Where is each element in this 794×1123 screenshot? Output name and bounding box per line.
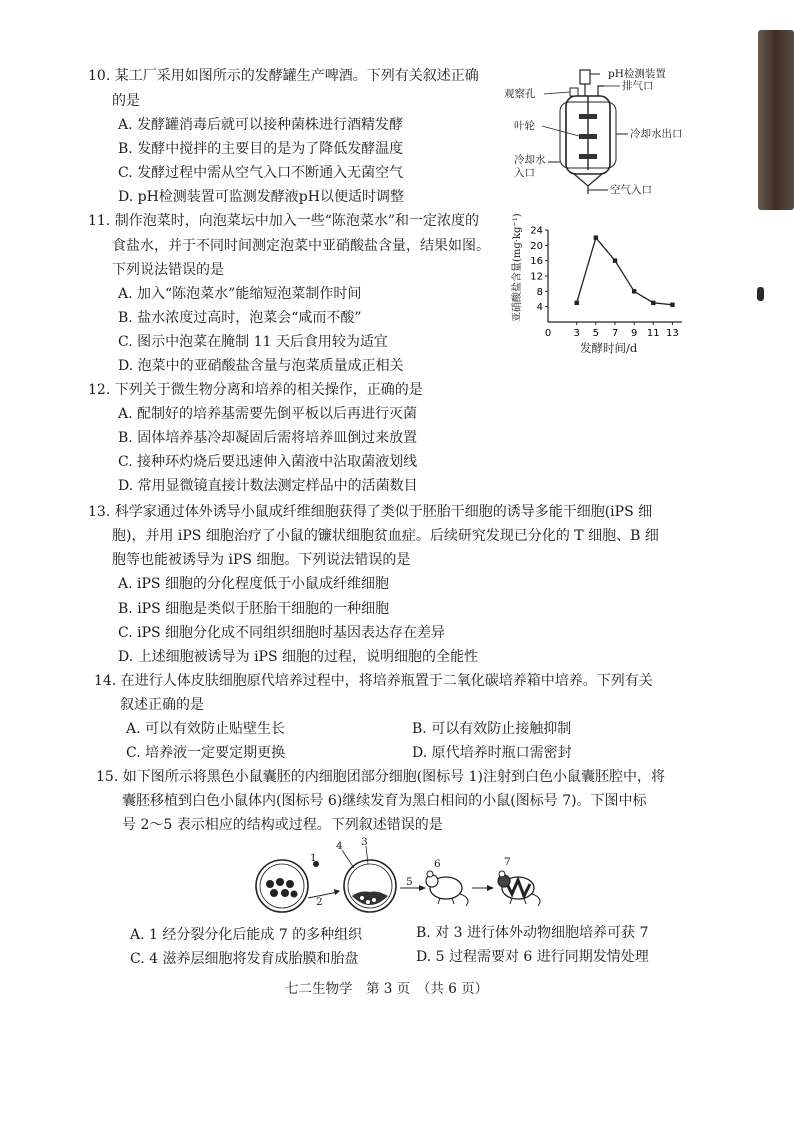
q12-option-a: A. 配制好的培养基需要先倒平板以后再进行灭菌	[118, 406, 418, 422]
q13-stem-line3: 胞等也能被诱导为 iPS 细胞。下列说法错误的是	[112, 552, 411, 568]
q12-option-d: D. 常用显微镜直接计数法测定样品中的活菌数目	[118, 478, 418, 494]
fig15-label-7: 7	[504, 856, 511, 868]
q12-option-b: B. 固体培养基冷却凝固后需将培养皿倒过来放置	[118, 430, 418, 446]
q14-option-a: A. 可以有效防止贴壁生长	[126, 721, 286, 737]
q11-stem-line3: 下列说法错误的是	[112, 262, 224, 278]
q13-stem-line2: 胞)，并用 iPS 细胞治疗了小鼠的镰状细胞贫血症。后续研究发现已分化的 T 细胞、B 细	[112, 528, 659, 544]
y-tick-label: 12	[530, 271, 543, 283]
nitrite-chart	[510, 213, 690, 362]
q13-option-b: B. iPS 细胞是类似于胚胎干细胞的一种细胞	[118, 601, 390, 617]
chart-x-label: 发酵时间/d	[580, 341, 638, 355]
fig15-label-5: 5	[406, 876, 413, 888]
fig15-label-2: 2	[316, 896, 323, 908]
x-tick-label: 9	[630, 328, 638, 339]
q13-option-a: A. iPS 细胞的分化程度低于小鼠成纤维细胞	[118, 576, 389, 592]
label-exhaust: 排气口	[622, 80, 654, 92]
data-point	[613, 258, 617, 262]
data-point	[632, 289, 636, 293]
q15-stem-line2: 囊胚移植到白色小鼠体内(图标号 6)继续发育为黑白相间的小鼠(图标号 7)。下图中标	[122, 793, 647, 809]
q11-option-d: D. 泡菜中的亚硝酸盐含量与泡菜质量成正相关	[118, 358, 404, 374]
q11-stem-line1: 11. 制作泡菜时，向泡菜坛中加入一些“陈泡菜水”和一定浓度的	[88, 213, 480, 229]
fig15-label-4: 4	[336, 840, 343, 852]
q10-option-c: C. 发酵过程中需从空气入口不断通入无菌空气	[118, 165, 404, 181]
x-tick-label: 13	[666, 328, 679, 339]
data-point	[575, 301, 579, 305]
label-air-inlet: 空气入口	[610, 184, 652, 196]
q14-option-c: C. 培养液一定要定期更换	[126, 745, 286, 761]
q10-option-b: B. 发酵中搅拌的主要目的是为了降低发酵温度	[118, 141, 404, 157]
embryo-chimera-drawing	[250, 838, 550, 922]
y-tick-label: 4	[536, 302, 543, 314]
q10-option-d: D. pH检测装置可监测发酵液pH以便适时调整	[118, 189, 404, 205]
q12-stem: 12. 下列关于微生物分离和培养的相关操作，正确的是	[88, 382, 423, 398]
scan-speck	[757, 287, 764, 301]
fig15-label-1: 1	[310, 852, 317, 864]
fig15-label-3: 3	[361, 836, 368, 848]
q13-option-c: C. iPS 细胞分化成不同组织细胞时基因表达存在差异	[118, 625, 446, 641]
data-point	[594, 235, 598, 239]
label-cooling-water-inlet-1: 冷却水	[514, 154, 546, 166]
chart-y-label: 亚硝酸盐含量(mg·kg⁻¹)	[512, 213, 523, 322]
q14-stem-line1: 14. 在进行人体皮肤细胞原代培养过程中，将培养瓶置于二氧化碳培养箱中培养。下列有关	[94, 673, 653, 689]
q15-stem-line1: 15. 如下图所示将黑色小鼠囊胚的内细胞团部分细胞(图标号 1)注射到白色小鼠囊胚腔中，将	[96, 769, 665, 785]
q15-option-d: D. 5 过程需要对 6 进行同期发情处理	[416, 949, 649, 965]
x-tick-label: 7	[611, 328, 619, 339]
data-point	[651, 301, 655, 305]
x-tick-label: 11	[646, 328, 660, 339]
y-tick-label: 20	[530, 240, 543, 252]
y-tick-label: 8	[536, 286, 543, 298]
q12-option-c: C. 接种环灼烧后要迅速伸入菌液中沾取菌液划线	[118, 454, 418, 470]
scan-edge-shadow	[758, 30, 794, 210]
fermenter-diagram	[504, 62, 704, 200]
q15-option-b: B. 对 3 进行体外动物细胞培养可获 7	[416, 925, 649, 941]
q11-option-a: A. 加入“陈泡菜水”能缩短泡菜制作时间	[118, 286, 362, 302]
data-point	[670, 303, 674, 307]
y-tick-label: 16	[530, 256, 543, 268]
x-tick-label: 5	[592, 328, 600, 339]
q10-stem-line2: 的是	[112, 93, 140, 109]
label-observation-hole: 观察孔	[504, 88, 536, 100]
q11-option-c: C. 图示中泡菜在腌制 11 天后食用较为适宜	[118, 334, 388, 350]
q10-option-a: A. 发酵罐消毒后就可以接种菌株进行酒精发酵	[118, 117, 404, 133]
label-cooling-water-outlet: 冷却水出口	[630, 128, 683, 140]
q14-stem-line2: 叙述正确的是	[120, 697, 204, 713]
q15-option-c: C. 4 滋养层细胞将发育成胎膜和胎盘	[130, 951, 359, 967]
q13-stem-line1: 13. 科学家通过体外诱导小鼠成纤维细胞获得了类似于胚胎干细胞的诱导多能干细胞(iPS 细	[88, 504, 653, 520]
label-cooling-water-inlet-2: 入口	[514, 167, 535, 179]
q15-option-a: A. 1 经分裂分化后能成 7 的多种组织	[130, 927, 363, 943]
q11-option-b: B. 盐水浓度过高时，泡菜会“咸而不酸”	[118, 310, 362, 326]
q13-option-d: D. 上述细胞被诱导为 iPS 细胞的过程，说明细胞的全能性	[118, 649, 479, 665]
q14-option-b: B. 可以有效防止接触抑制	[412, 721, 572, 737]
x-tick-label: 3	[573, 328, 580, 339]
x-tick-label: 0	[544, 328, 552, 339]
label-ph-device: pH检测装置	[608, 68, 666, 80]
fig15-label-6: 6	[434, 858, 441, 870]
embryo-chimera-diagram	[250, 838, 550, 922]
label-impeller: 叶轮	[514, 120, 535, 132]
q11-stem-line2: 食盐水，并于不同时间测定泡菜中亚硝酸盐含量，结果如图。	[112, 238, 490, 254]
y-tick-label: 24	[530, 225, 543, 237]
q10-stem-line1: 10. 某工厂采用如图所示的发酵罐生产啤酒。下列有关叙述正确	[88, 68, 479, 84]
page-footer: 七二生物学 第 3 页 （共 6 页）	[285, 981, 489, 997]
series-line	[577, 238, 673, 305]
q14-option-d: D. 原代培养时瓶口需密封	[412, 745, 572, 761]
q15-stem-line3: 号 2～5 表示相应的结构或过程。下列叙述错误的是	[122, 817, 443, 833]
